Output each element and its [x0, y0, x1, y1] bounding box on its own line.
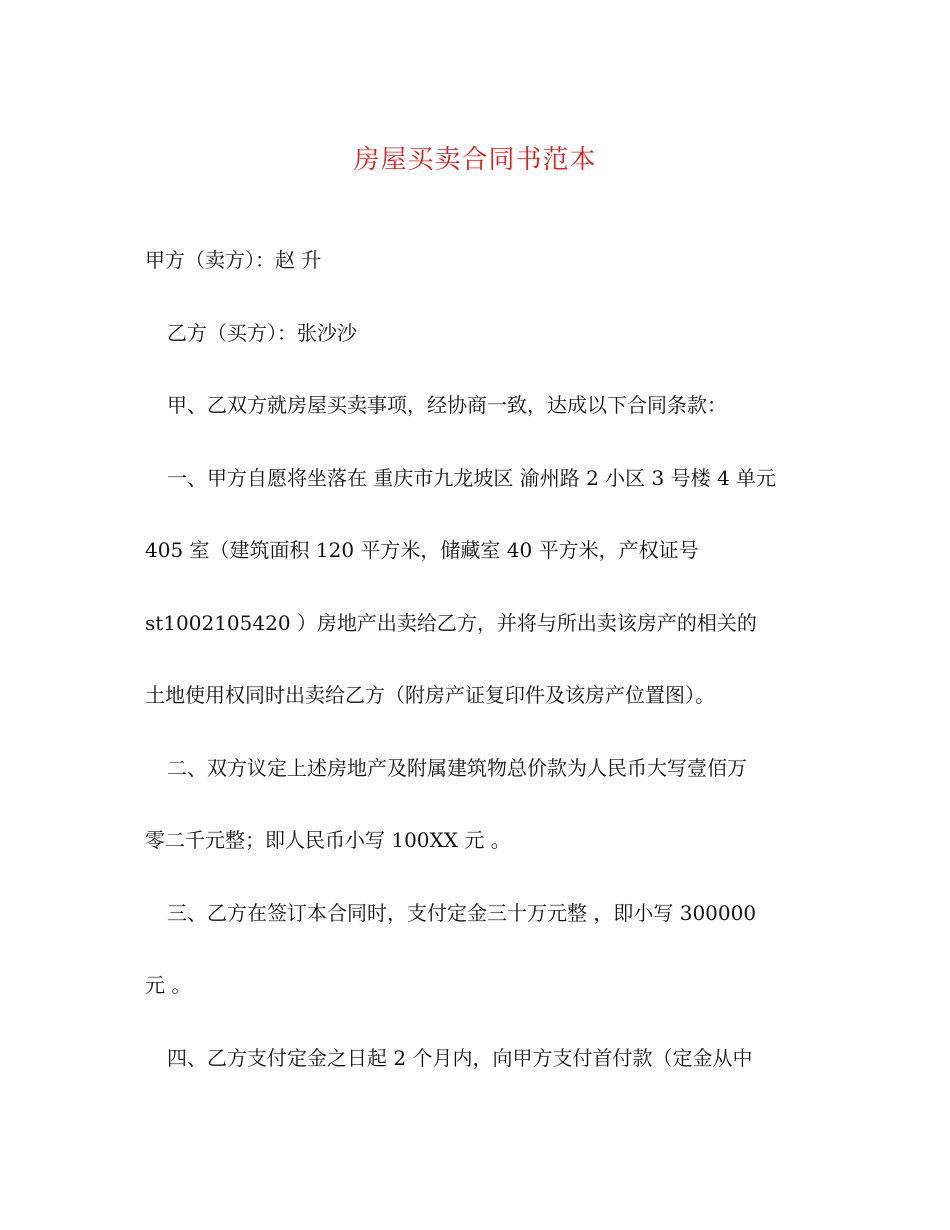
clause-1-line-2: 405 室（建筑面积 120 平方米，储藏室 40 平方米，产权证号 — [145, 538, 699, 562]
party-b-line: 乙方（买方）：张沙沙 — [167, 320, 357, 345]
clause-1-line-1: 一、甲方自愿将坐落在 重庆市九龙坡区 渝州路 2 小区 3 号楼 4 单元 — [167, 465, 777, 490]
party-a-line: 甲方（卖方）：赵 升 — [145, 248, 322, 272]
clause-1-line-3: st1002105420 ）房地产出卖给乙方，并将与所出卖该房产的相关的 — [145, 610, 757, 635]
clause-2-line-2: 零二千元整；即人民币小写 100XX 元 。 — [145, 828, 511, 852]
clause-1-line-4: 土地使用权同时出卖给乙方（附房产证复印件及该房产位置图）。 — [145, 683, 715, 707]
clause-3-line-2: 元 。 — [145, 973, 192, 997]
contract-body — [145, 224, 810, 1094]
clause-4-line-1: 四、乙方支付定金之日起 2 个月内，向甲方支付首付款（定金从中 — [167, 1045, 753, 1070]
agreement-intro-line: 甲、乙双方就房屋买卖事项，经协商一致，达成以下合同条款： — [167, 393, 727, 417]
document-title: 房屋买卖合同书范本 — [353, 145, 597, 175]
clause-3-line-1: 三、乙方在签订本合同时，支付定金三十万元整 ，即小写 300000 — [167, 900, 757, 925]
clause-2-line-1: 二、双方议定上述房地产及附属建筑物总价款为人民币大写壹佰万 — [167, 755, 747, 780]
